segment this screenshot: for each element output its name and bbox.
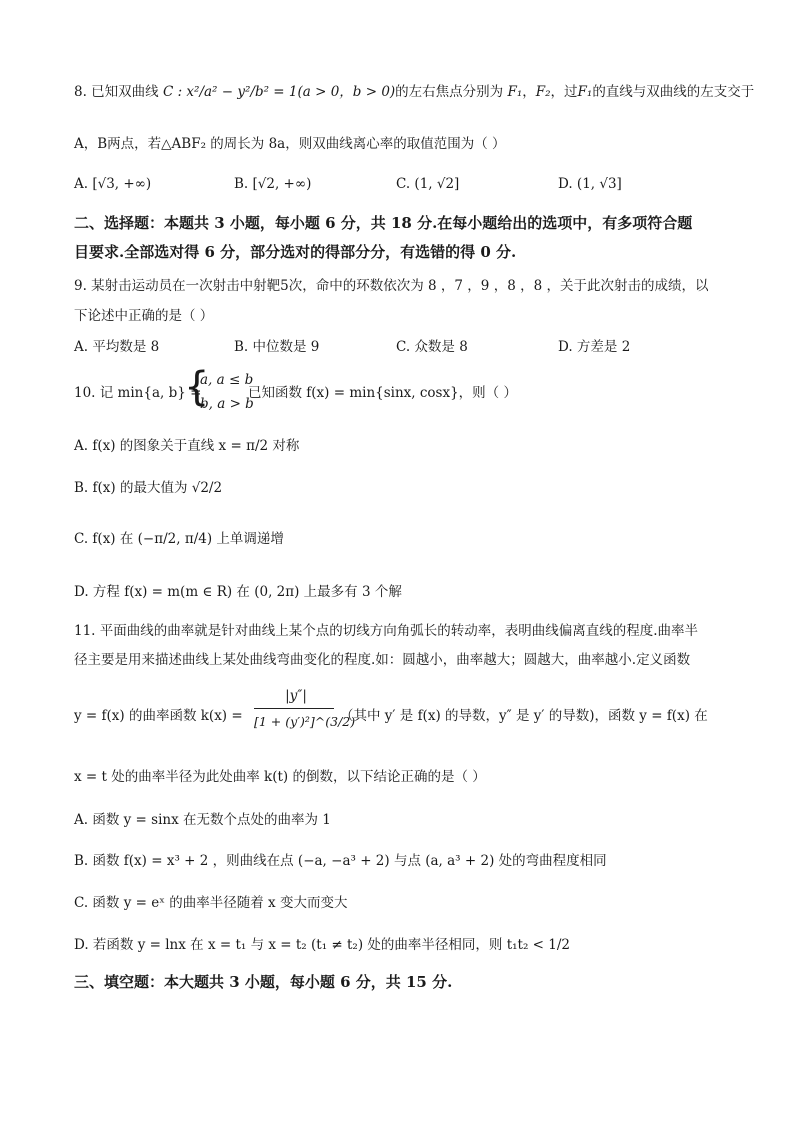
q10-case2: b, a > b [200,396,254,412]
q11-line4: x = t 处的曲率半径为此处曲率 k(t) 的倒数，以下结论正确的是（ ） [74,769,486,785]
q8-option-b: B. [√2, +∞) [234,176,312,192]
q11-option-b: B. 函数 f(x) = x³ + 2 ，则曲线在点 (−a, −a³ + 2) 与点 (a, a³ + 2) 处的弯曲程度相同 [74,853,607,869]
q8-f1-b: F₁ [577,84,593,100]
q9-option-b: B. 中位数是 9 [234,339,320,355]
section3-line1: 三、填空题：本大题共 3 小题，每小题 6 分，共 15 分. [74,973,453,991]
q9-line1: 9. 某射击运动员在一次射击中射靶5次，命中的环数依次为 8 ，7 ，9 ，8 ，8 ，关于此次射击的成绩，以 [74,278,709,294]
q11-k-denominator: [1 + (y′)²]^(3/2) [254,714,356,729]
q11-option-c: C. 函数 y = eˣ 的曲率半径随着 x 变大而变大 [74,895,348,911]
q8-hyperbola-formula: C : x²/a² − y²/b² = 1(a > 0，b > 0) [162,84,396,100]
q11-line2: 径主要是用来描述曲线上某处曲线弯曲变化的程度.如：圆越小，曲率越大；圆越大，曲率越小.定义函数 [74,652,691,668]
q11-def-tail: （其中 y′ 是 f(x) 的导数，y″ 是 y′ 的导数)，函数 y = f(x) 在 [340,708,708,724]
q11-option-a: A. 函数 y = sinx 在无数个点处的曲率为 1 [74,812,331,828]
q10-case1: a, a ≤ b [200,372,254,388]
q8-option-c: C. (1, √2] [396,176,460,192]
q10-option-a: A. f(x) 的图象关于直线 x = π/2 对称 [74,438,300,454]
q8-line1: 8. 已知双曲线 C : x²/a² − y²/b² = 1(a > 0，b > 0)的左右焦点分别为 F₁，F₂，过F₁的直线与双曲线的左支交于 [74,84,755,100]
q8-f1: F₁ [507,84,523,100]
q8-text-4: 的直线与双曲线的左支交于 [592,84,755,100]
q11-option-d: D. 若函数 y = lnx 在 x = t₁ 与 x = t₂ (t₁ ≠ t₂) 处的曲率半径相同，则 t₁t₂ < 1/2 [74,937,570,953]
q10-min-def: 10. 记 min{a, b} = [74,385,202,401]
section2-line2: 目要求.全部选对得 6 分，部分选对的得部分分，有选错的得 0 分. [74,243,517,261]
q11-k-numerator: |y″| [285,688,307,704]
q10-option-c: C. f(x) 在 (−π/2, π/4) 上单调递增 [74,531,284,547]
q10-option-d: D. 方程 f(x) = m(m ∈ R) 在 (0, 2π) 上最多有 3 个解 [74,584,402,600]
q9-option-a: A. 平均数是 8 [74,339,160,355]
q9-line2: 下论述中正确的是（ ） [74,308,214,324]
q8-f2: F₂ [535,84,551,100]
q10-stem: 已知函数 f(x) = min{sinx, cosx}，则（ ） [248,385,517,401]
q8-text-1: 8. 已知双曲线 [74,84,159,100]
q10-brace: { [184,364,210,410]
q11-curvature-def: y = f(x) 的曲率函数 k(x) = [74,708,243,724]
q9-option-c: C. 众数是 8 [396,339,468,355]
q11-line1: 11. 平面曲线的曲率就是针对曲线上某个点的切线方向角弧长的转动率，表明曲线偏离直线的程度.曲率半 [74,623,699,639]
q9-option-d: D. 方差是 2 [558,339,631,355]
q11-fraction-bar [254,708,334,709]
q8-line2: A，B两点，若△ABF₂ 的周长为 8a，则双曲线离心率的取值范围为（ ） [74,136,506,152]
q8-text-3: ，过 [550,84,578,100]
q8-option-a: A. [√3, +∞) [74,176,152,192]
q8-text-2: 的左右焦点分别为 [395,84,504,100]
q8-option-d: D. (1, √3] [558,176,622,192]
q10-option-b: B. f(x) 的最大值为 √2/2 [74,480,223,496]
section2-line1: 二、选择题：本题共 3 小题，每小题 6 分，共 18 分.在每小题给出的选项中，有多项符合题 [74,214,693,232]
